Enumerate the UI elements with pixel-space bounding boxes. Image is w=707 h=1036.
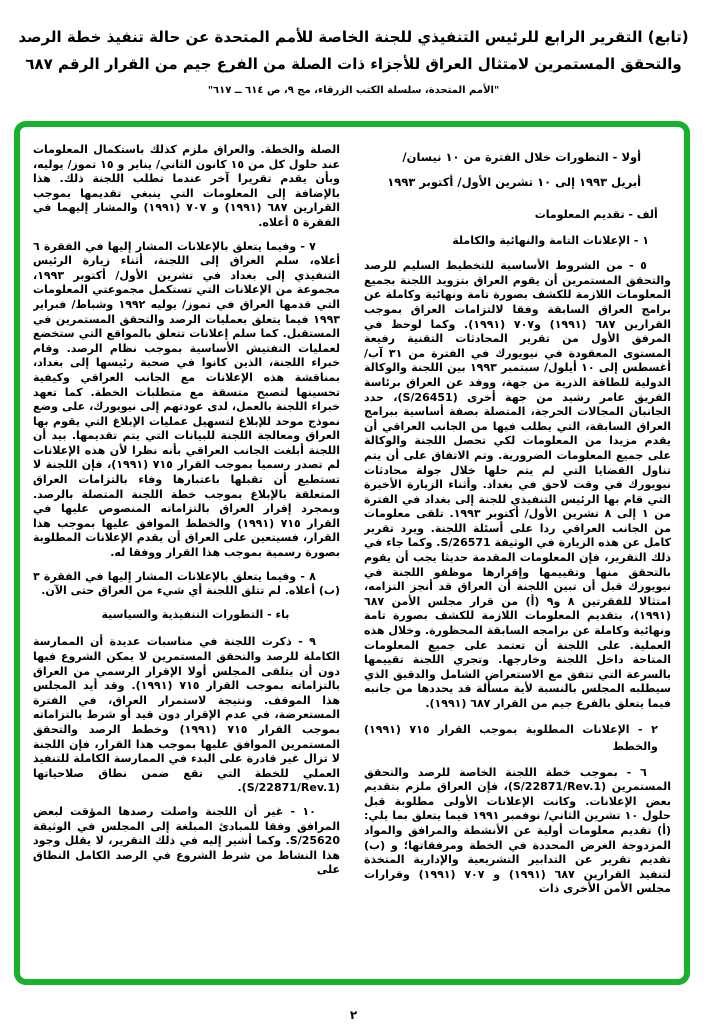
page-number: ٢ — [349, 1008, 358, 1022]
document-header — [10, 24, 697, 99]
paragraph-9: ٩ - ذكرت اللجنة في مناسبات عديدة أن الممارسة الكاملة للرصد والتحقق المستمرين لا يمكن الشروع فيها دون أن يتلقى المجلس أولا الإقرار الرسمي من العراق بالتزاماته بموجب القرار ٧١٥ (١٩٩١). وقد أيد المجلس هذا الموقف. ونتيجة لاستمرار العراق، في الفترة المستعرضة، في عدم الإقرار دون قيد أو شرط بالتزاماته بموجب القرار ٧١٥ (١٩٩١) وخطط الرصد والتحقق المستمرين الموافق عليها بموجب هذا القرار، فإن اللجنة لا تزال غير قادرة على البدء في الممارسة الكاملة للتنفيذ العملي للخطة التي تقع ضمن نطاق صلاحياتها (S/22871/Rev.1). — [33, 635, 340, 795]
paragraph-10: ١٠ - غير أن اللجنة واصلت رصدها المؤقت لبعض المرافق وفقا للمبادئ المبلغة إلى المجلس في الوثيقة S/25620. وكما أشير إليه في ذلك التقرير، لا يقلل وجود هذا النشاط من شرط الشروع في الرصد الكامل النطاق على — [33, 804, 340, 877]
column-left — [33, 143, 340, 967]
page-footer — [0, 1008, 707, 1022]
header-source-line: "الأمم المتحدة، سلسلة الكتب الزرقاء، مج ٩، ص ٦١٤ ــ ٦١٧" — [207, 85, 500, 96]
paragraph-continuation: الصلة والخطة. والعراق ملزم كذلك باستكمال المعلومات عند حلول كل من ١٥ كانون الثاني/ يناير و ١٥ تموز/ يوليه، وبأن يقدم تقريرا آخر عندما تطلب اللجنة ذلك. هذا بالإضافة إلى المعلومات التي ينبغي تقديمها بموجب القرارين ٦٨٧ (١٩٩١) و ٧٠٧ (١٩٩١) والمشار إليهما في الفقرة ٥ أعلاه. — [33, 143, 340, 229]
header-title-line1: (تابع) التقرير الرابع للرئيس التنفيذي للجنة الخاصة للأمم المتحدة عن حالة تنفيذ خطة الرصد — [18, 28, 689, 46]
content-frame — [14, 121, 690, 985]
paragraph-8: ٨ - وفيما يتعلق بالإعلانات المشار إليها في الفقرة ٣ (ب) أعلاه. لم تتلق اللجنة أي شيء من العراق حتى الآن. — [33, 569, 340, 598]
paragraph-5: ٥ - من الشروط الأساسية للتخطيط السليم للرصد والتحقق المستمرين أن يقوم العراق بتزويد اللجنة بجميع المعلومات اللازمة للكشف بصورة تامة ونهائية وكاملة عن برامج العراق السابقة وفقا لالتزامات العراق بموجب القرارين ٦٨٧ (١٩٩١) و٧٠٧ (١٩٩١). وكما لوحظ في المرفق الأول من تقرير المحادثات التقنية رفيعة المستوى المعقودة في نيويورك في الفترة من ٣١ آب/ أغسطس إلى ١٠ أيلول/ سبتمبر ١٩٩٣ بين اللجنة والوكالة الدولية للطاقة الذرية من جهة، ووفد عن العراق برئاسة الفريق عامر رشيد من جهة أخرى (S/26451)، حدد الجانبان المجالات الحرجة، المتصلة بصفة أساسية ببرامج العراق السابقة، التي يطلب فيها من الجانب العراقي أن يقدم مزيدا من المعلومات لكي تحصل اللجنة والوكالة على جميع المعلومات الضرورية. وتم الاتفاق على أن يتم تناول القضايا التي لم يتم حلها خلال جولة محادثات نيويورك في وقت لاحق في بغداد. وأثناء الزيارة الأخيرة التي قام بها الرئيس التنفيذي للجنة إلى بغداد في الفترة من ١ إلى ٨ تشرين الأول/ أكتوبر ١٩٩٣. تلقى معلومات من الجانب العراقي ردا على أسئلة اللجنة. ويرد تقرير كامل عن هذه الزيارة في الوثيقة S/26571. وكما جاء في ذلك التقرير، فإن المعلومات المقدمة حديثا يجب أن يقوم بالتحقق منها وتقييمها وإقرارها موظفو اللجنة في نيويورك قبل أن تبين اللجنة أن العراق قد أنجز التزامه، امتثالا للفقرتين ٨ و٩ (أ) من قرار مجلس الأمن ٦٨٧ (١٩٩١)، بتقديم المعلومات اللازمة للكشف بصورة تامة ونهائية وكاملة عن برامجه السابقة المحظورة. وخلال هذه العملية. على اللجنة أن تعتمد على جميع المعلومات المتاحة داخل اللجنة وخارجها. وتجري اللجنة تقييمها بالسرعة التي تتفق مع الاستعراض الشامل والدقيق الذي سيطلبه المجلس بالنسبة لأية مسألة قد يحددها من جانبه فيما يتعلق بالفرع جيم من القرار ٦٨٧ (١٩٩١). — [364, 259, 671, 710]
paragraph-6: ٦ - بموجب خطة اللجنة الخاصة للرصد والتحقق المستمرين (S/22871/Rev.1)، فإن العراق ملزم بتقديم بعض الإعلانات. وكانت الإعلانات الأولى مطلوبة قبل حلول ١٠ تشرين الثاني/ نوفمبر ١٩٩١ فيما يتعلق بما يلي: (أ) تقديم معلومات أولية عن الأنشطة والمرافق والمواد المزدوجة الغرض المحددة في الخطة ومرفقاتها؛ و (ب) تقديم تقرير عن التدابير التشريعية والإدارية المتخذة لتنفيذ القرارين ٦٨٧ (١٩٩١) و ٧٠٧ (١٩٩١) وقرارات مجلس الأمن الأخرى ذات — [364, 765, 671, 896]
two-column-layout — [20, 127, 684, 979]
column-right — [364, 143, 671, 967]
subsection-heading-1: ١ - الإعلانات التامة والنهائية والكاملة — [452, 233, 649, 247]
section-heading-ba: باء - التطورات التنفيذية والسياسية — [101, 607, 290, 621]
subsection-heading-2: ٢ - الإعلانات المطلوبة بموجب القرار ٧١٥ (١٩٩١) والخطط — [364, 722, 658, 753]
header-title-line2: والتحقق المستمرين لامتثال العراق للأجزاء ذات الصلة من الفرع جيم من القرار الرقم ٦٨٧ — [25, 55, 682, 73]
section-heading-first: أولا - التطورات خلال الفترة من ١٠ نيسان/ أبريل ١٩٩٣ إلى ١٠ تشرين الأول/ أكتوبر ١٩٩٣ — [387, 150, 642, 189]
paragraph-7: ٧ - وفيما يتعلق بالإعلانات المشار إليها في الفقرة ٦ أعلاه، سلم العراق إلى اللجنة، أثناء زيارة الرئيس التنفيذي إلى بغداد في تشرين الأول/ أكتوبر ١٩٩٣، مجموعة من الإعلانات التي تستكمل مجموعتي المعلومات التي قدمها العراق في تموز/ يوليه ١٩٩٢ وشباط/ فبراير ١٩٩٣ فيما يتعلق بعمليات الرصد والتحقق المستمرين في المستقبل. كما سلم إعلانات تتعلق بالمواقع التي ستخضع لعمليات التفتيش الأساسية بموجب نظام الرصد. وقام خبراء اللجنة، الذين كانوا في صحبة رئيسها إلى بغداد، بمناقشة هذه الإعلانات مع الجانب العراقي وكيفية تحسينها لتصبح متسقة مع متطلبات الخطة. كما تعهد خبراء اللجنة بالعمل، لدى عودتهم إلى نيويورك، على وضع نموذج موحد للإبلاغ لتسهيل عمليات الإبلاغ التي يقوم بها العراق ومعالجة اللجنة للبيانات التي يتم تقديمها. بيد أن اللجنة أبلغت الجانب العراقي بأنه نظرا لأن هذه الإعلانات لم تصدر رسميا بموجب القرار ٧١٥ (١٩٩١)، فإن اللجنة لا تستطيع أن تقبلها باعتبارها وفاء بالتزامات العراق المتعلقة بالإبلاغ بموجب خطة اللجنة المتصلة بالرصد. وبمجرد إقرار العراق بالتزاماته المنصوص عليها في القرار ٧١٥ (١٩٩١) والخطط الموافق عليها بموجب هذا القرار، فسيتعين على العراق أن يقدم الإعلانات المطلوبة بصورة رسمية بموجب هذا القرار ووفقا له. — [33, 239, 340, 560]
subsection-heading-alef: ألف - تقديم المعلومات — [534, 208, 658, 221]
